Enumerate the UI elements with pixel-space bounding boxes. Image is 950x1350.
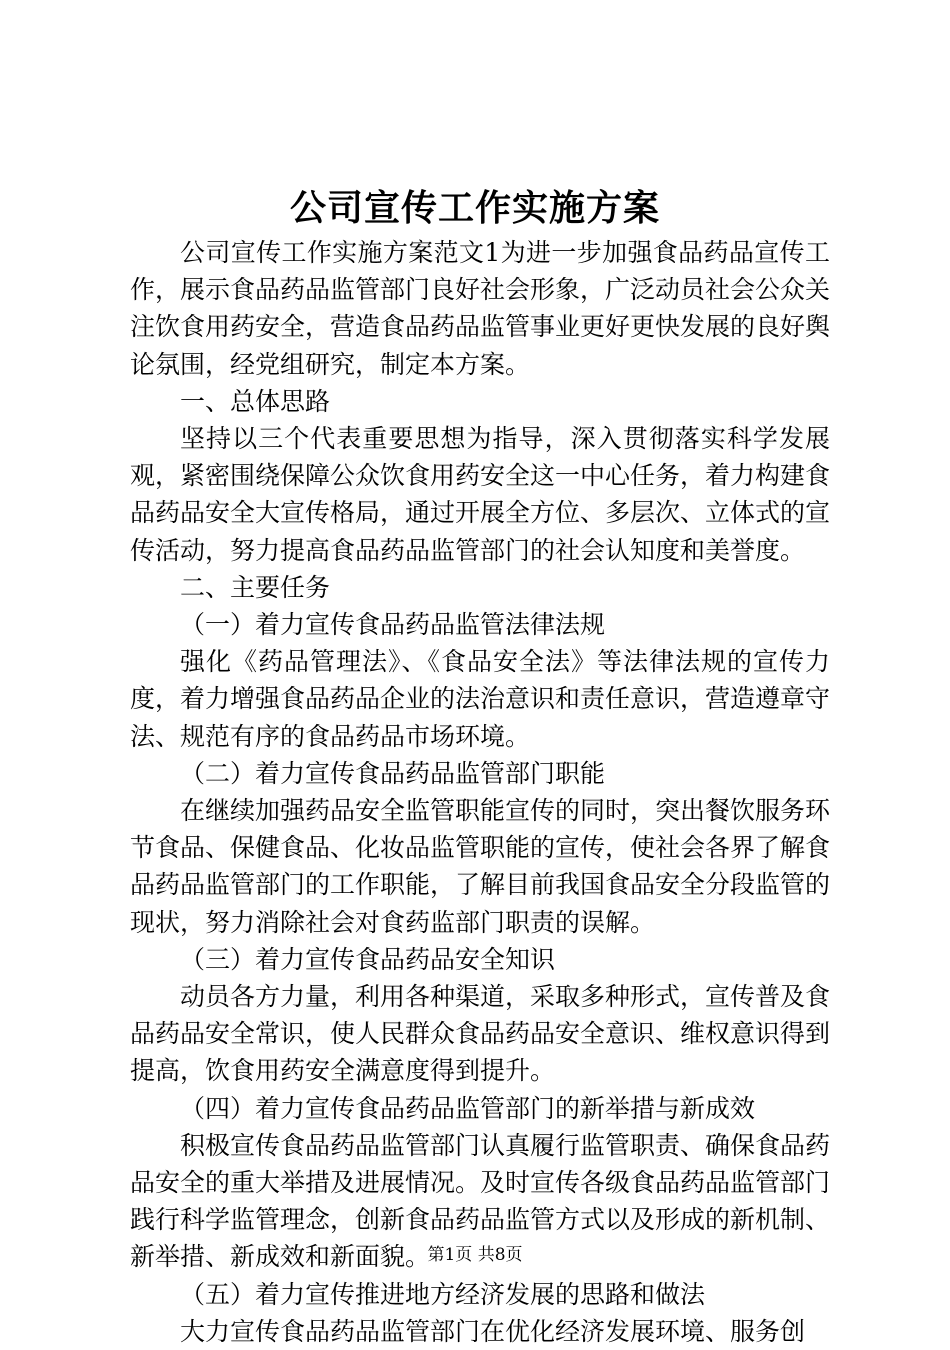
paragraph-task-2: 在继续加强药品安全监管职能宣传的同时，突出餐饮服务环节食品、保健食品、化妆品监管职能的宣传，使社会各界了解食品药品监管部门的工作职能，了解目前我国食品安全分段监管的现状，努力消除社会对食药监部门职责的误解。 [130, 796, 831, 937]
document-body [130, 234, 830, 1350]
section-heading-tasks: 二、主要任务 [180, 572, 331, 602]
paragraph-task-1: 强化《药品管理法》、《食品安全法》等法律法规的宣传力度，着力增强食品药品企业的法治意识和责任意识，营造遵章守法、规范有序的食品药品市场环境。 [130, 647, 831, 751]
document-title: 公司宣传工作实施方案 [289, 187, 660, 229]
paragraph-task-3: 动员各方力量，利用各种渠道，采取多种形式，宣传普及食品药品安全常识，使人民群众食品药品安全意识、维权意识得到提高，饮食用药安全满意度得到提升。 [130, 982, 831, 1086]
section-heading-overall: 一、总体思路 [180, 386, 331, 416]
subsection-heading-3: （三）着力宣传食品药品安全知识 [180, 944, 556, 974]
subsection-heading-1: （一）着力宣传食品药品监管法律法规 [180, 610, 606, 640]
paragraph-intro: 公司宣传工作实施方案范文1为进一步加强食品药品宣传工作，展示食品药品监管部门良好社会形象，广泛动员社会公众关注饮食用药安全，营造食品药品监管事业更好更快发展的良好舆论氛围，经党组研究，制定本方案。 [130, 238, 831, 379]
page-number-footer: 第1页 共8页 [427, 1245, 523, 1265]
subsection-heading-2: （二）着力宣传食品药品监管部门职能 [180, 758, 606, 788]
paragraph-overall: 坚持以三个代表重要思想为指导，深入贯彻落实科学发展观，紧密围绕保障公众饮食用药安全这一中心任务，着力构建食品药品安全大宣传格局，通过开展全方位、多层次、立体式的宣传活动，努力提高食品药品监管部门的社会认知度和美誉度。 [130, 424, 831, 565]
subsection-heading-4: （四）着力宣传食品药品监管部门的新举措与新成效 [180, 1093, 756, 1123]
paragraph-task-5: 大力宣传食品药品监管部门在优化经济发展环境、服务创 [180, 1316, 806, 1346]
paragraph-task-4: 积极宣传食品药品监管部门认真履行监管职责、确保食品药品安全的重大举措及进展情况。及时宣传各级食品药品监管部门践行科学监管理念，创新食品药品监管方式以及形成的新机制、新举措、新成效和新面貌。 [130, 1130, 831, 1272]
subsection-heading-5: （五）着力宣传推进地方经济发展的思路和做法 [180, 1279, 706, 1309]
